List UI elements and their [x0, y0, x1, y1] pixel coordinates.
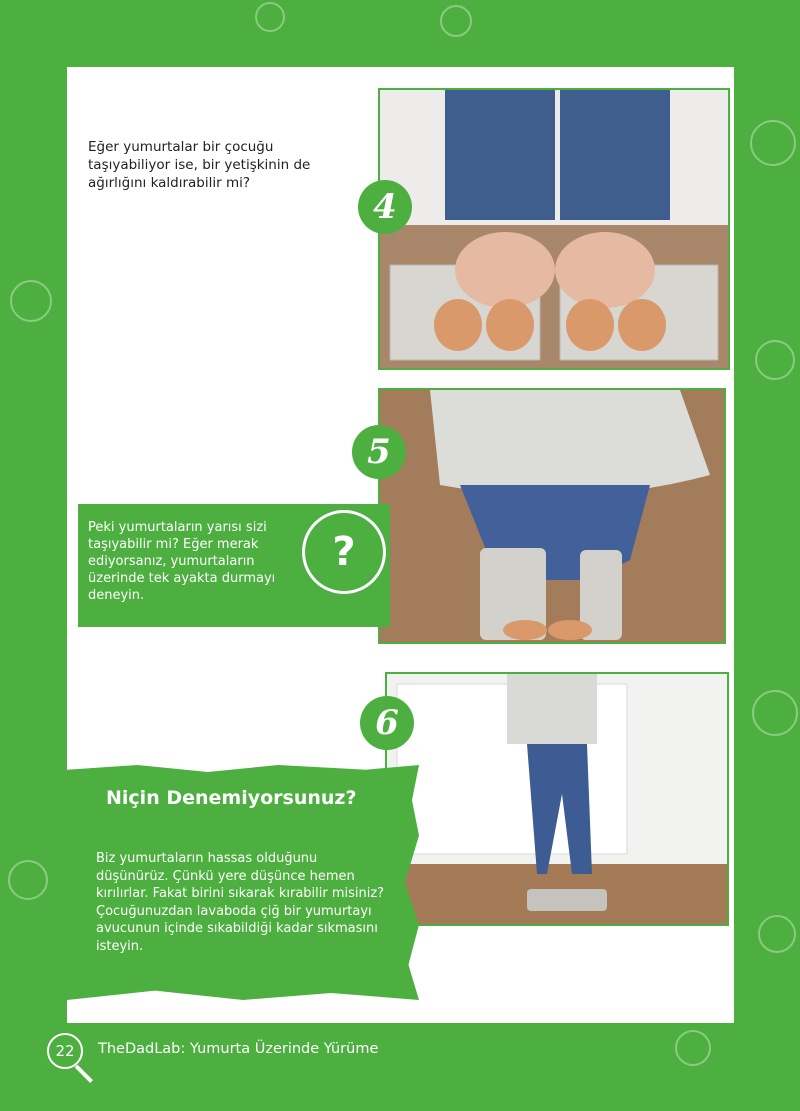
- question-mark-glyph: ?: [332, 529, 356, 575]
- footer-title: TheDadLab: Yumurta Üzerinde Yürüme: [98, 1041, 379, 1057]
- doodle-icon: [10, 280, 52, 322]
- step4-photo: [378, 88, 730, 370]
- why-not-body: Biz yumurtaların hassas olduğunu düşünürüz. Çünkü yere düşünce hemen kırılırlar. Fakat birini sıkarak kırabilir misiniz? Çocuğunuzdan lavaboda çiğ bir yumurtayı avucunun içinde sıkabildiği kadar sıkmasını isteyin.: [96, 851, 385, 954]
- doodle-icon: [440, 5, 472, 37]
- step6-photo: [385, 672, 729, 926]
- step4-number-badge: 4: [358, 180, 412, 234]
- doodle-icon: [8, 860, 48, 900]
- page-number-icon: [47, 1033, 83, 1069]
- doodle-icon: [255, 2, 285, 32]
- doodle-icon: [752, 690, 798, 736]
- step5-photo: [378, 388, 726, 644]
- question-mark-icon: [302, 510, 386, 594]
- doodle-icon: [750, 120, 796, 166]
- doodle-icon: [758, 915, 796, 953]
- why-not-title: Niçin Denemiyorsunuz?: [106, 787, 357, 809]
- feet-on-eggs-illustration: [380, 90, 728, 368]
- step5-text: Peki yumurtaların yarısı sizi taşıyabilir mi? Eğer merak ediyorsanız, yumurtaların üzerinde tek ayakta durmayı deneyin.: [88, 520, 276, 603]
- step5-number-badge: 5: [352, 425, 406, 479]
- doodle-icon: [755, 340, 795, 380]
- step6-number-badge: 6: [360, 696, 414, 750]
- step4-text: Eğer yumurtalar bir çocuğu taşıyabiliyor ise, bir yetişkinin de ağırlığını kaldırabilir mi?: [88, 139, 311, 191]
- page-number: 22: [55, 1042, 75, 1060]
- magnifier-handle: [75, 1065, 93, 1083]
- one-foot-on-eggs-illustration: [387, 674, 727, 924]
- doodle-icon: [675, 1030, 711, 1066]
- standing-on-eggs-illustration: [380, 390, 724, 642]
